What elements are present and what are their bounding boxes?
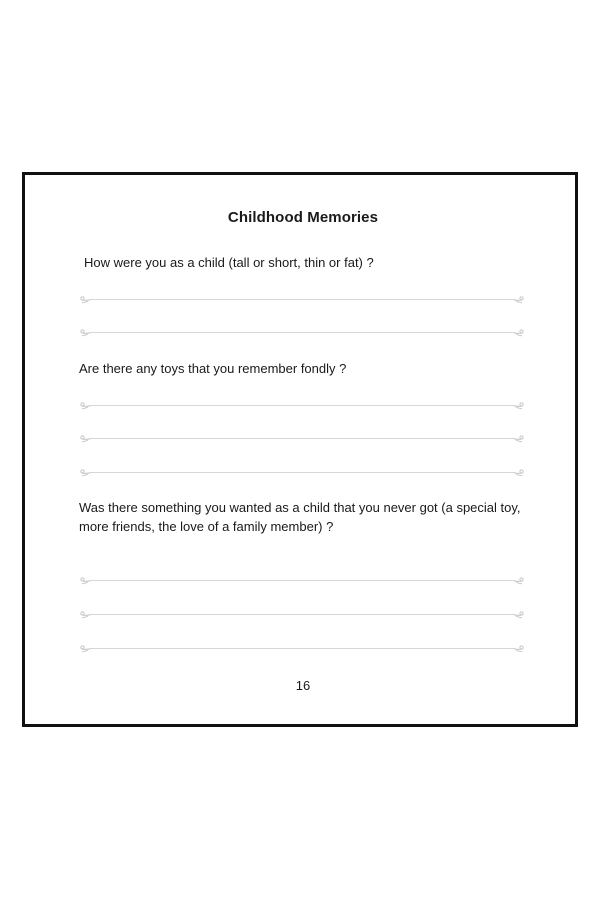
line-flourish-left-icon (79, 610, 91, 620)
line-flourish-right-icon (513, 576, 525, 586)
answer-line[interactable] (79, 644, 525, 654)
question-1: How were you as a child (tall or short, thin or fat) ? (84, 255, 374, 270)
answer-line[interactable] (79, 295, 525, 305)
line-rule (89, 648, 515, 649)
line-flourish-right-icon (513, 610, 525, 620)
line-rule (89, 438, 515, 439)
line-flourish-left-icon (79, 644, 91, 654)
line-rule (89, 299, 515, 300)
journal-page (22, 172, 578, 727)
line-flourish-left-icon (79, 295, 91, 305)
answer-line[interactable] (79, 576, 525, 586)
line-flourish-right-icon (513, 434, 525, 444)
line-rule (89, 614, 515, 615)
line-rule (89, 405, 515, 406)
line-rule (89, 472, 515, 473)
question-3: Was there something you wanted as a child that you never got (a special toy, more friends, the love of a family member) ? (79, 500, 521, 534)
page-number: 16 (295, 678, 311, 693)
line-flourish-right-icon (513, 328, 525, 338)
answer-line[interactable] (79, 468, 525, 478)
answer-line[interactable] (79, 328, 525, 338)
line-flourish-left-icon (79, 434, 91, 444)
line-rule (89, 580, 515, 581)
answer-line[interactable] (79, 434, 525, 444)
line-flourish-left-icon (79, 328, 91, 338)
line-rule (89, 332, 515, 333)
line-flourish-right-icon (513, 644, 525, 654)
question-2: Are there any toys that you remember fondly ? (79, 361, 347, 376)
line-flourish-right-icon (513, 468, 525, 478)
line-flourish-right-icon (513, 401, 525, 411)
answer-line[interactable] (79, 401, 525, 411)
line-flourish-left-icon (79, 401, 91, 411)
line-flourish-left-icon (79, 468, 91, 478)
page-title: Childhood Memories (227, 209, 379, 226)
line-flourish-right-icon (513, 295, 525, 305)
line-flourish-left-icon (79, 576, 91, 586)
answer-line[interactable] (79, 610, 525, 620)
